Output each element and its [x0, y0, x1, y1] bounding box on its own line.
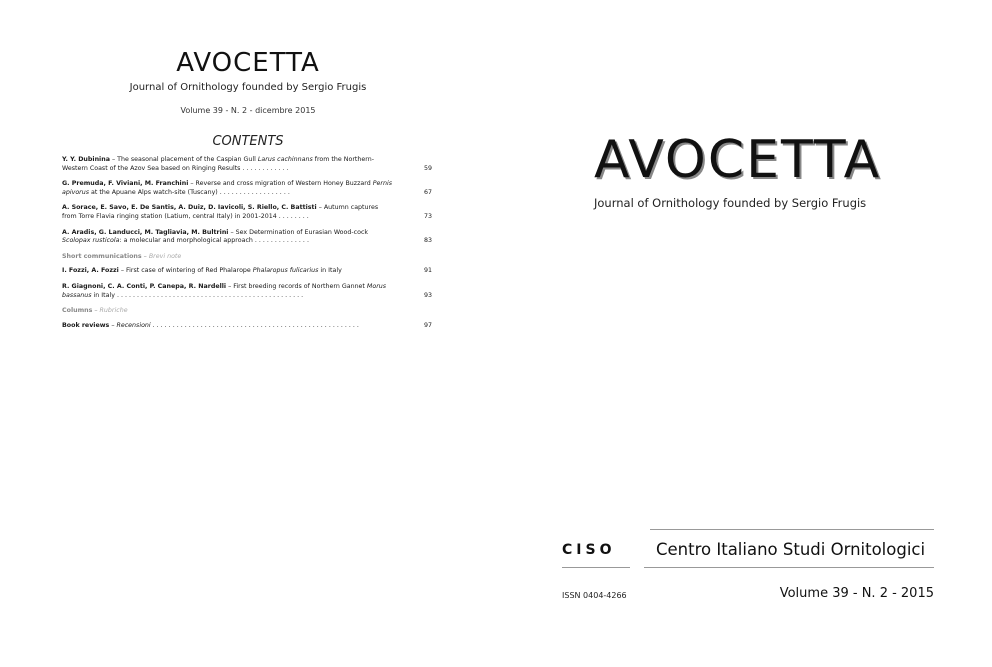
entry-page: 73: [423, 212, 432, 220]
journal-title: AVOCETTA: [594, 130, 882, 190]
toc-entry-book-reviews: Book reviews – Recensioni . . . . . . . . . . . . . . . . . . . . . . . . . . . . . . . . . . . . . . . . . . . . . . . . . . . . 97: [62, 321, 432, 329]
toc-entry: G. Premuda, F. Viviani, M. Franchini – Reverse and cross migration of Western Honey Buzzard Pernis apivorus at the Apuane Alps watch-site (Tuscany) . . . . . . . . . . . . . . . . . . 67: [62, 180, 432, 196]
toc-entry: A. Sorace, E. Savo, E. De Santis, A. Duiz, D. Iavicoli, S. Riello, C. Battisti – Autumn captures from Torre Flavia ringing station (Latium, central Italy) in 2001-2014 . . . . . . . . 73: [62, 204, 432, 220]
divider-top: [650, 529, 934, 530]
entry-page: 59: [423, 164, 432, 172]
entry-authors: Book reviews: [62, 321, 110, 329]
entry-authors: I. Fozzi, A. Fozzi: [62, 267, 119, 275]
toc-entry: Y. Y. Dubinina – The seasonal placement of the Caspian Gull Larus cachinnans from the Northern-Western Coast of the Azov Sea based on Ringing Results . . . . . . . . . . . . 59: [62, 156, 432, 172]
entry-page: 97: [423, 321, 432, 329]
toc-entry: I. Fozzi, A. Fozzi – First case of wintering of Red Phalarope Phalaropus fulicarius in Italy 91: [62, 267, 432, 275]
issue-volume-date: Volume 39 - N. 2 - dicembre 2015: [180, 106, 316, 115]
entry-authors: A. Aradis, G. Landucci, M. Tagliavia, M. Bultrini: [62, 228, 229, 236]
divider-left: [562, 567, 630, 568]
publisher-name: Centro Italiano Studi Ornitologici: [656, 540, 926, 559]
table-of-contents: [62, 156, 432, 337]
section-heading-short: Short communications – Brevi note: [62, 252, 182, 260]
toc-entry: R. Giagnoni, C. A. Conti, P. Canepa, R. Nardelli – First breeding records of Northern Gannet Morus bassanus in Italy . . . . . . . . . . . . . . . . . . . . . . . . . . . . . . . . . . . . . . . . . . . . . . . 93: [62, 282, 432, 299]
entry-page: 83: [423, 237, 432, 245]
cover-volume: Volume 39 - N. 2 - 2015: [779, 586, 934, 601]
journal-subtitle-small: Journal of Ornithology founded by Sergio Frugis: [129, 82, 367, 93]
entry-authors: Y. Y. Dubinina: [62, 156, 110, 163]
section-heading-columns: Columns – Rubriche: [62, 307, 128, 315]
entry-authors: A. Sorace, E. Savo, E. De Santis, A. Duiz, D. Iavicoli, S. Riello, C. Battisti: [62, 204, 317, 212]
journal-subtitle: Journal of Ornithology founded by Sergio Frugis: [594, 196, 867, 210]
issn: ISSN 0404-4266: [562, 591, 627, 600]
entry-page: 91: [423, 267, 432, 275]
entry-page: 67: [423, 188, 432, 196]
entry-authors: R. Giagnoni, C. A. Conti, P. Canepa, R. Nardelli: [62, 282, 227, 290]
entry-page: 93: [423, 291, 432, 299]
toc-entry: A. Aradis, G. Landucci, M. Tagliavia, M. Bultrini – Sex Determination of Eurasian Wood-cock Scolopax rusticola: a molecular and morphological approach . . . . . . . . . . . . . . 83: [62, 228, 432, 245]
ciso-logo-text: CISO: [562, 542, 616, 558]
cover-page: [496, 0, 992, 667]
journal-title-small: AVOCETTA: [176, 48, 320, 78]
contents-heading: CONTENTS: [212, 134, 284, 149]
entry-authors: G. Premuda, F. Viviani, M. Franchini: [62, 180, 189, 188]
divider-right: [644, 567, 934, 568]
